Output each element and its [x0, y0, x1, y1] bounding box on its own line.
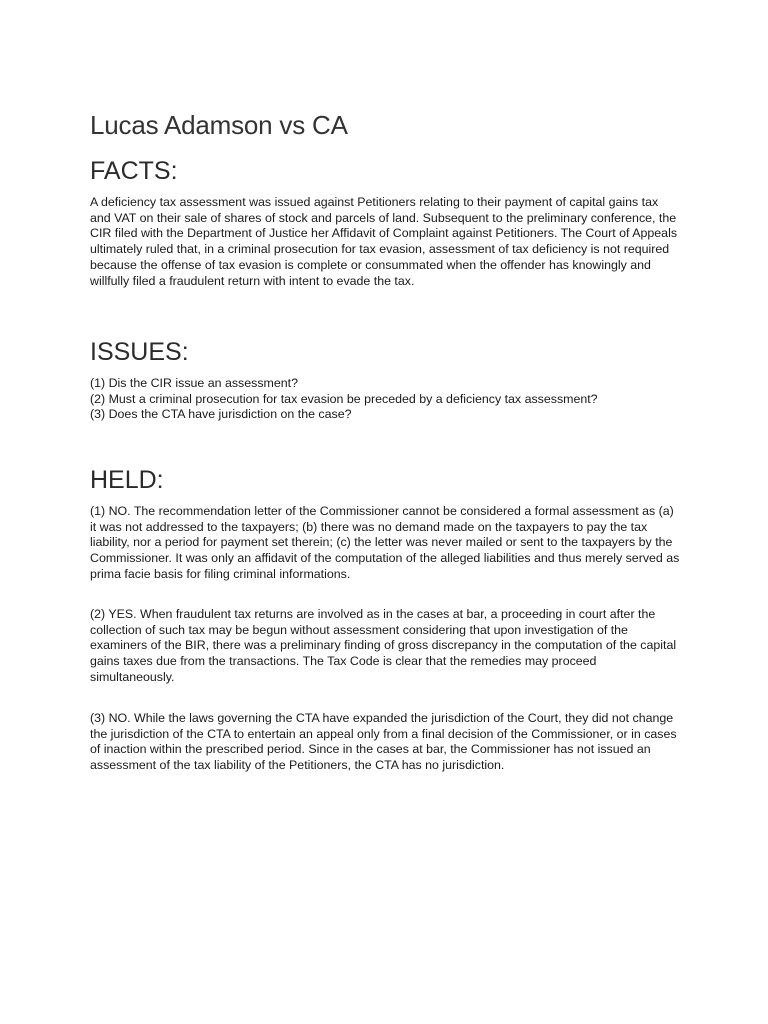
document-title: Lucas Adamson vs CA	[90, 110, 348, 140]
issue-item-1: (1) Dis the CIR issue an assessment?	[90, 376, 298, 390]
held-paragraph-2: (2) YES. When fraudulent tax returns are involved as in the cases at bar, a proceeding in court after the collection of such tax may be begun without assessment considering that upon investigation of the examiners of the BIR, there was a preliminary finding of gross discrepancy in the computation of the capital gains taxes due from the transactions. The Tax Code is clear that the remedies may proceed simultaneously.	[90, 607, 677, 684]
held-paragraph-3: (3) NO. While the laws governing the CTA have expanded the jurisdiction of the Court, they did not change the jurisdiction of the CTA to entertain an appeal only from a final decision of the Commissioner, or in cases of inaction within the prescribed period. Since in the cases at bar, the Commissioner has not issued an assessment of the tax liability of the Petitioners, the CTA has no jurisdiction.	[90, 711, 677, 773]
issues-heading: ISSUES:	[90, 338, 189, 366]
issue-item-3: (3) Does the CTA have jurisdiction on the case?	[90, 407, 352, 422]
facts-heading: FACTS:	[90, 157, 178, 185]
issues-list	[90, 376, 680, 423]
held-paragraph-1: (1) NO. The recommendation letter of the Commissioner cannot be considered a formal assessment as (a) it was not addressed to the taxpayers; (b) there was no demand made on the taxpayers to pay the tax liability, nor a period for payment set therein; (c) the letter was never mailed or sent to the taxpayers by the Commissioner. It was only an affidavit of the computation of the alleged liabilities and thus merely served as prima facie basis for filing criminal informations.	[90, 504, 680, 581]
held-heading: HELD:	[90, 466, 164, 494]
issue-item-2: (2) Must a criminal prosecution for tax evasion be preceded by a deficiency tax assessment?	[90, 391, 598, 406]
facts-paragraph: A deficiency tax assessment was issued against Petitioners relating to their payment of capital gains tax and VAT on their sale of shares of stock and parcels of land. Subsequent to the preliminary conference, the CIR filed with the Department of Justice her Affidavit of Complaint against Petitioners. The Court of Appeals ultimately ruled that, in a criminal prosecution for tax evasion, assessment of tax deficiency is not required because the offense of tax evasion is complete or consummated when the offender has knowingly and willfully filed a fraudulent return with intent to evade the tax.	[90, 195, 678, 288]
